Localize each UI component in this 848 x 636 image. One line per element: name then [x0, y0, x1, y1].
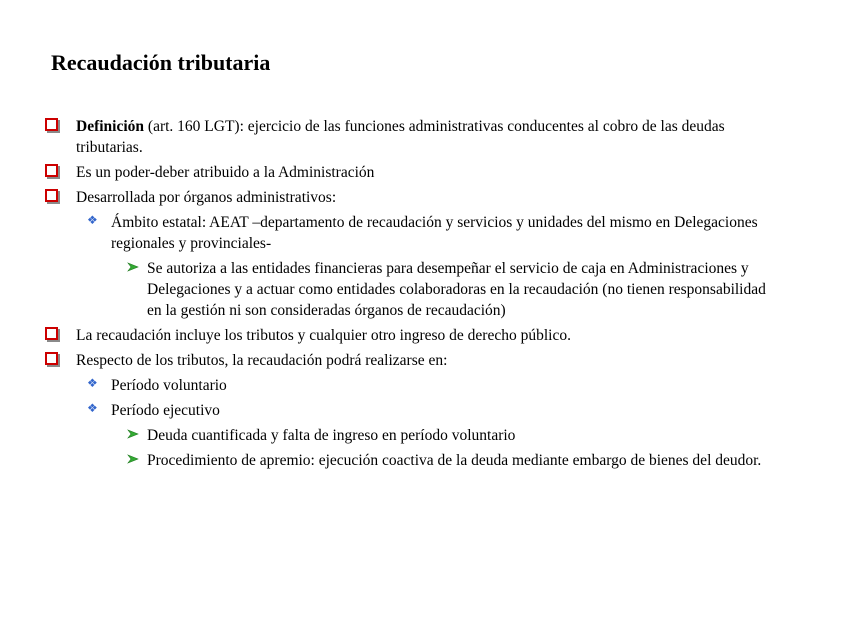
square-bullet-icon: [45, 187, 58, 208]
list-item: [0, 258, 778, 321]
diamond-bullet-icon: ❖: [87, 375, 98, 390]
list-item: [0, 212, 778, 254]
list-item: [0, 162, 778, 183]
square-bullet-icon: [45, 162, 58, 183]
list-item: [0, 375, 778, 396]
item-text: Período ejecutivo: [111, 402, 220, 419]
diamond-bullet-icon: ❖: [87, 400, 98, 415]
item-text: Se autoriza a las entidades financieras para desempeñar el servicio de caja en Administraciones y Delegaciones y a actuar como entidades colaboradoras en la recaudación (no tienen responsabilidad en la gestión ni son consideradas órganos de recaudación): [147, 260, 766, 319]
list-item: [0, 450, 778, 471]
slide-title: Recaudación tributaria: [51, 50, 271, 75]
item-text: (art. 160 LGT): ejercicio de las funciones administrativas conducentes al cobro de las deudas tributarias.: [76, 118, 725, 156]
item-term: Definición: [76, 118, 145, 135]
list-item: [0, 400, 778, 421]
item-text: La recaudación incluye los tributos y cualquier otro ingreso de derecho público.: [76, 327, 571, 344]
arrow-bullet-icon: [127, 258, 139, 279]
diamond-bullet-icon: ❖: [87, 212, 98, 227]
item-text: Deuda cuantificada y falta de ingreso en período voluntario: [147, 427, 516, 444]
item-text: Respecto de los tributos, la recaudación podrá realizarse en:: [76, 352, 448, 369]
list-item: [0, 116, 778, 158]
list-item: [0, 325, 778, 346]
item-text: Desarrollada por órganos administrativos:: [76, 189, 337, 206]
list-item: [0, 350, 778, 371]
list-item: [0, 187, 778, 208]
list-item: [0, 425, 778, 446]
item-text: Procedimiento de apremio: ejecución coactiva de la deuda mediante embargo de bienes del deudor.: [147, 452, 762, 469]
square-bullet-icon: [45, 350, 58, 371]
arrow-bullet-icon: [127, 425, 139, 446]
item-text: Período voluntario: [111, 377, 227, 394]
arrow-bullet-icon: [127, 450, 139, 471]
square-bullet-icon: [45, 116, 58, 137]
bullet-list: [0, 116, 848, 475]
item-text: Es un poder-deber atribuido a la Administración: [76, 164, 375, 181]
item-text: Ámbito estatal: AEAT –departamento de recaudación y servicios y unidades del mismo en Delegaciones regionales y provinciales-: [111, 214, 758, 252]
square-bullet-icon: [45, 325, 58, 346]
